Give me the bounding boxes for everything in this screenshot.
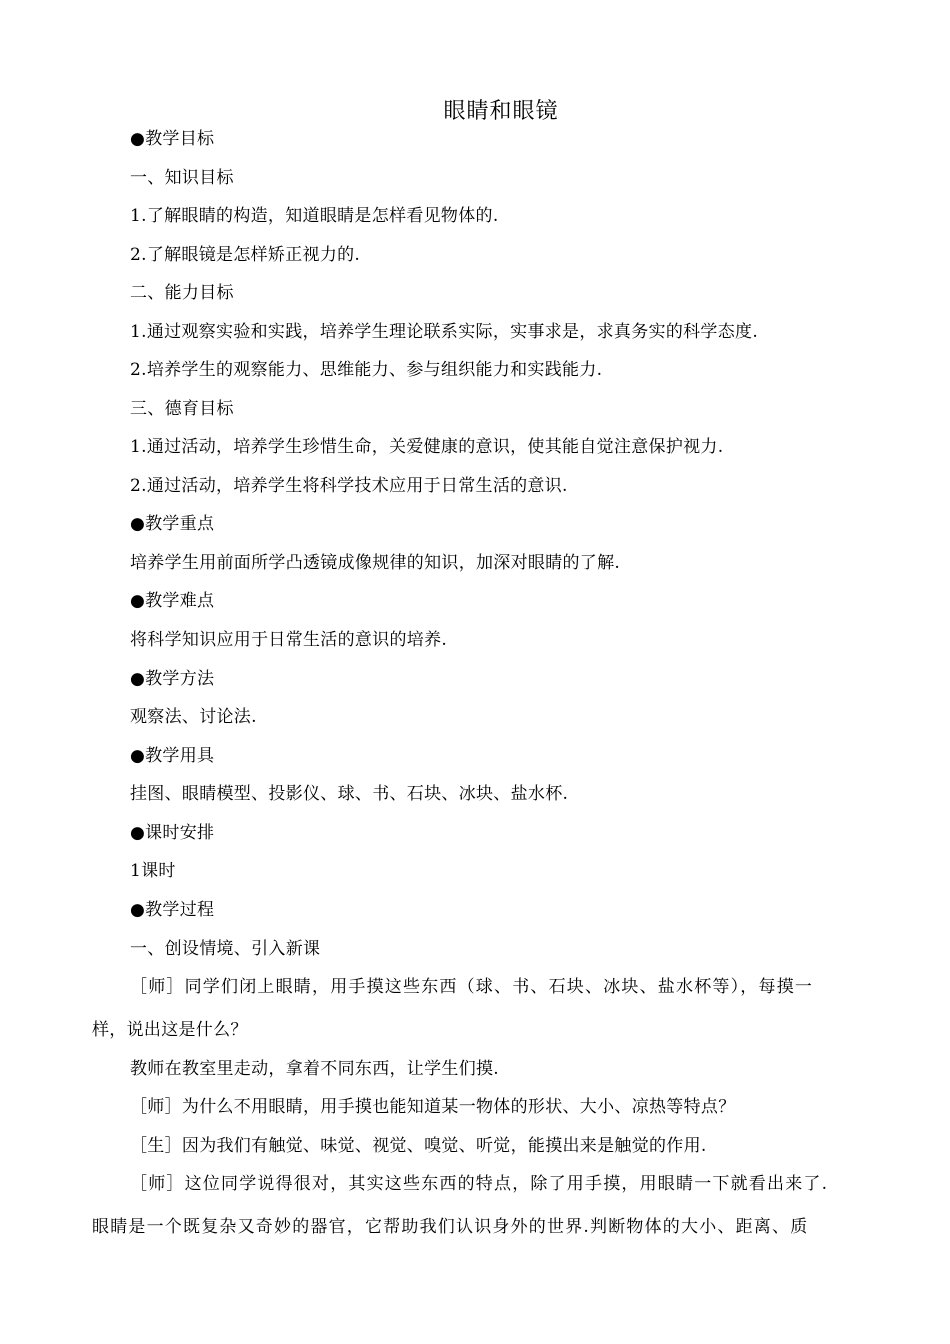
key-points-text: 培养学生用前面所学凸透镜成像规律的知识，加深对眼睛的了解. — [130, 553, 621, 573]
knowledge-objective-2: 2.了解眼镜是怎样矫正视力的. — [130, 245, 361, 265]
section-heading-difficulties: ●教学难点 — [130, 591, 215, 611]
schedule-text: 1课时 — [130, 861, 176, 881]
section-heading-methods: ●教学方法 — [130, 669, 215, 689]
difficulties-text: 将科学知识应用于日常生活的意识的培养. — [130, 630, 448, 650]
subheading-knowledge-objectives: 一、知识目标 — [130, 168, 234, 188]
subheading-ability-objectives: 二、能力目标 — [130, 283, 234, 303]
dialogue-teacher-2: ［师］为什么不用眼睛，用手摸也能知道某一物体的形状、大小、凉热等特点？ — [130, 1097, 736, 1117]
subheading-introduction: 一、创设情境、引入新课 — [130, 939, 321, 959]
moral-objective-2: 2.通过活动，培养学生将科学技术应用于日常生活的意识. — [130, 476, 568, 496]
section-heading-process: ●教学过程 — [130, 900, 215, 920]
subheading-moral-objectives: 三、德育目标 — [130, 399, 234, 419]
dialogue-teacher-1: ［师］同学们闭上眼睛，用手摸这些东西（球、书、石块、冰块、盐水杯等），每摸一 — [130, 977, 814, 997]
knowledge-objective-1: 1.了解眼睛的构造，知道眼睛是怎样看见物体的. — [130, 206, 499, 226]
dialogue-student-1: ［生］因为我们有触觉、味觉、视觉、嗅觉、听觉，能摸出来是触觉的作用. — [130, 1136, 707, 1156]
methods-text: 观察法、讨论法. — [130, 707, 257, 727]
moral-objective-1: 1.通过活动，培养学生珍惜生命，关爱健康的意识，使其能自觉注意保护视力. — [130, 437, 724, 457]
document-title: 眼睛和眼镜 — [443, 99, 559, 124]
section-heading-schedule: ●课时安排 — [130, 823, 215, 843]
section-heading-teaching-objectives: ●教学目标 — [130, 129, 215, 149]
section-heading-teaching-aids: ●教学用具 — [130, 746, 215, 766]
dialogue-teacher-3-continued: 眼睛是一个既复杂又奇妙的器官，它帮助我们认识身外的世界.判断物体的大小、距离、质 — [92, 1217, 809, 1237]
ability-objective-1: 1.通过观察实验和实践，培养学生理论联系实际，实事求是，求真务实的科学态度. — [130, 322, 759, 342]
dialogue-teacher-1-continued: 样，说出这是什么？ — [92, 1020, 248, 1040]
narration-teacher-walks: 教师在教室里走动，拿着不同东西，让学生们摸. — [130, 1059, 500, 1079]
teaching-aids-text: 挂图、眼睛模型、投影仪、球、书、石块、冰块、盐水杯. — [130, 784, 569, 804]
ability-objective-2: 2.培养学生的观察能力、思维能力、参与组织能力和实践能力. — [130, 360, 603, 380]
dialogue-teacher-3: ［师］这位同学说得很对，其实这些东西的特点，除了用手摸，用眼睛一下就看出来了. — [130, 1174, 829, 1194]
section-heading-key-points: ●教学重点 — [130, 514, 215, 534]
